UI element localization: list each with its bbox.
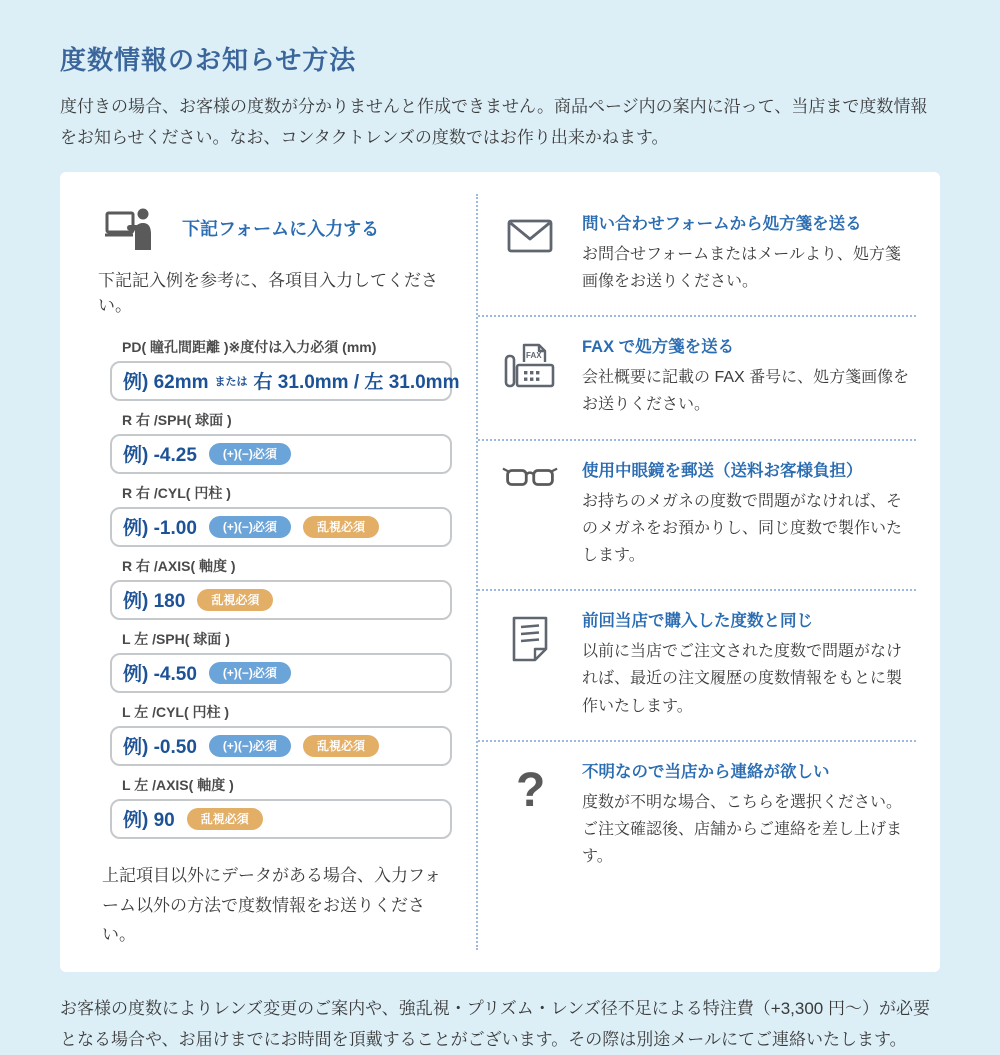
form-field xyxy=(110,630,452,693)
field-label: L 左 /CYL( 円柱 ) xyxy=(122,703,230,720)
method-description: 会社概要に記載の FAX 番号に、処方箋画像をお送りください。 xyxy=(582,369,910,414)
document-icon xyxy=(509,615,551,663)
form-column xyxy=(60,194,478,950)
page-title: 度数情報のお知らせ方法 xyxy=(60,45,357,75)
method-icon-wrap xyxy=(502,607,558,720)
fax-icon xyxy=(503,341,557,389)
plus-minus-required-badge: (+)(−)必須 xyxy=(209,516,291,538)
astigmatism-required-badge: 乱視必須 xyxy=(187,808,263,830)
method-item xyxy=(478,315,916,438)
method-text xyxy=(582,607,914,720)
method-icon-wrap xyxy=(502,210,558,295)
methods-column xyxy=(478,194,940,950)
method-icon-wrap xyxy=(502,457,558,570)
field-input-example[interactable] xyxy=(110,361,460,401)
method-description: 度数が不明な場合、こちらを選択ください。ご注文確認後、店舗からご連絡を差し上げます。 xyxy=(582,793,903,866)
method-text xyxy=(582,758,914,871)
plus-minus-required-badge: (+)(−)必須 xyxy=(209,443,291,465)
form-heading: 下記フォームに入力する xyxy=(182,218,380,239)
method-item xyxy=(478,589,916,740)
form-note: 上記項目以外にデータがある場合、入力フォーム以外の方法で度数情報をお送りください。 xyxy=(102,865,442,945)
field-example-value: 例) -4.50 xyxy=(123,664,197,686)
method-icon-wrap xyxy=(502,333,558,418)
svg-text:FAX: FAX xyxy=(526,351,542,361)
form-field xyxy=(110,484,452,547)
field-example-value: 例) -1.00 xyxy=(123,518,197,540)
field-input-example[interactable] xyxy=(110,507,452,547)
footer-note: お客様の度数によりレンズ変更のご案内や、強乱視・プリズム・レンズ径不足による特注費（+3,300 円～）が必要となる場合や、お届けまでにお時間を頂戴することがございます。その際は別途メールにてご連絡いたします。 xyxy=(60,999,930,1049)
plus-minus-required-badge: (+)(−)必須 xyxy=(209,735,291,757)
form-header xyxy=(104,206,458,250)
astigmatism-required-badge: 乱視必須 xyxy=(303,516,379,538)
method-description: お持ちのメガネの度数で問題がなければ、そのメガネをお預かりし、同じ度数で製作いたします。 xyxy=(582,492,903,564)
field-label: R 右 /CYL( 円柱 ) xyxy=(122,484,231,501)
field-label: R 右 /AXIS( 軸度 ) xyxy=(122,557,236,574)
method-item xyxy=(478,194,916,315)
field-example-value: 例) -4.25 xyxy=(123,445,197,467)
method-text xyxy=(582,333,914,418)
field-input-example[interactable] xyxy=(110,434,452,474)
form-field xyxy=(110,557,452,620)
field-example-value: 例) 180 xyxy=(123,591,186,613)
form-field xyxy=(110,776,452,839)
method-title: FAX で処方箋を送る xyxy=(582,338,735,357)
astigmatism-required-badge: 乱視必須 xyxy=(197,589,273,611)
field-label: PD( 瞳孔間距離 )※度付は入力必須 (mm) xyxy=(122,338,377,355)
field-example-value: 例) 62mm xyxy=(123,372,209,394)
form-field xyxy=(110,338,460,401)
field-example-value-right-left: 右 31.0mm / 左 31.0mm xyxy=(253,372,460,394)
method-item xyxy=(478,740,916,891)
method-description: お問合せフォームまたはメールより、処方箋画像をお送りください。 xyxy=(582,245,901,291)
method-title: 前回当店で購入した度数と同じ xyxy=(582,612,813,631)
envelope-icon xyxy=(506,218,554,254)
person-at-computer-icon xyxy=(104,206,156,250)
svg-text:?: ? xyxy=(516,765,546,816)
method-text xyxy=(582,210,914,295)
field-example-connector: または xyxy=(214,375,248,388)
field-example-value: 例) 90 xyxy=(123,810,175,832)
method-icon-wrap xyxy=(502,758,558,871)
method-description: 以前に当店でご注文された度数で問題がなければ、最近の注文履歴の度数情報をもとに製作いたします。 xyxy=(582,643,903,715)
method-title: 問い合わせフォームから処方箋を送る xyxy=(582,214,862,233)
question-mark-icon xyxy=(510,766,550,816)
field-input-example[interactable] xyxy=(110,580,452,620)
field-label: R 右 /SPH( 球面 ) xyxy=(122,411,232,428)
field-input-example[interactable] xyxy=(110,653,452,693)
plus-minus-required-badge: (+)(−)必須 xyxy=(209,662,291,684)
intro-text: 度付きの場合、お客様の度数が分かりませんと作成できません。商品ページ内の案内に沿って、当店まで度数情報をお知らせください。なお、コンタクトレンズの度数ではお作り出来かねます。 xyxy=(60,97,928,148)
field-example-value: 例) -0.50 xyxy=(123,737,197,759)
field-label: L 左 /AXIS( 軸度 ) xyxy=(122,776,234,793)
field-input-example[interactable] xyxy=(110,726,452,766)
main-card xyxy=(60,172,940,972)
method-title: 使用中眼鏡を郵送（送料お客様負担） xyxy=(582,461,863,480)
field-label: L 左 /SPH( 球面 ) xyxy=(122,630,230,647)
field-input-example[interactable] xyxy=(110,799,452,839)
form-field xyxy=(110,411,452,474)
method-item xyxy=(478,439,916,590)
astigmatism-required-badge: 乱視必須 xyxy=(303,735,379,757)
form-instruction: 下記記入例を参考に、各項目入力してください。 xyxy=(98,270,438,315)
method-title: 不明なので当店から連絡が欲しい xyxy=(582,762,830,781)
form-fields xyxy=(110,338,460,839)
method-text xyxy=(582,457,914,570)
form-field xyxy=(110,703,452,766)
glasses-icon xyxy=(502,465,558,491)
